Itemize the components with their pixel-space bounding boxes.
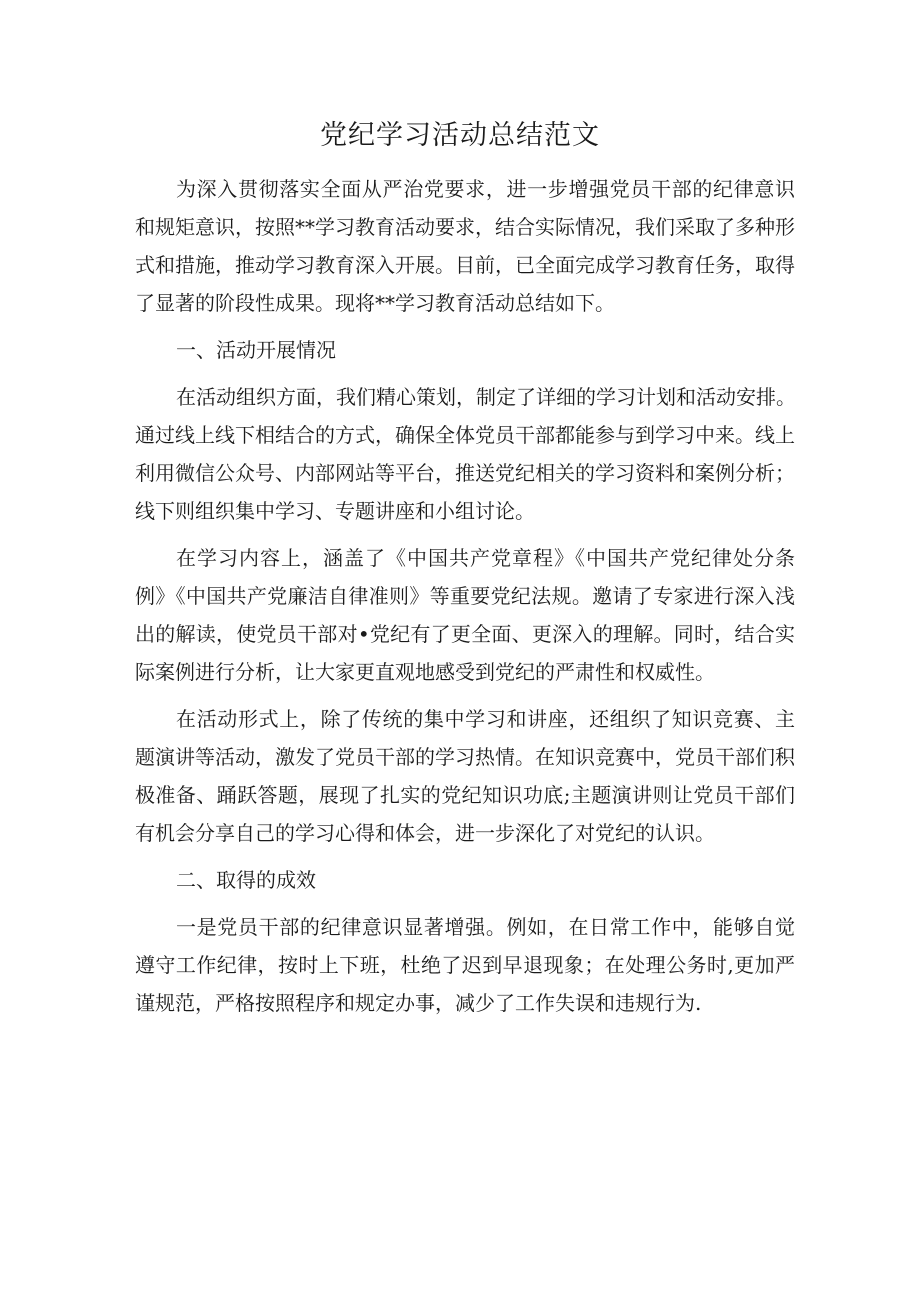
section1-paragraph-2 bbox=[135, 539, 795, 691]
text-line: 和规矩意识，按照**学习教育活动要求，结合实际情况，我们采取了多种形 bbox=[135, 215, 795, 239]
text-line: 出的解读，使党员干部对•党纪有了更全面、更深入的理解。同时，结合实 bbox=[135, 622, 795, 646]
text-line: 在活动形式上，除了传统的集中学习和讲座，还组织了知识竞赛、主 bbox=[176, 707, 795, 731]
text-line: 在活动组织方面，我们精心策划，制定了详细的学习计划和活动安排。 bbox=[176, 385, 796, 409]
section-heading-1: 一、活动开展情况 bbox=[176, 338, 336, 362]
section1-paragraph-3 bbox=[135, 700, 795, 852]
document-body bbox=[135, 170, 795, 1031]
text-line: 一是党员干部的纪律意识显著增强。例如，在日常工作中，能够自觉 bbox=[176, 915, 795, 939]
text-line: 线下则组织集中学习、专题讲座和小组讨论。 bbox=[135, 499, 535, 523]
text-line: 谨规范，严格按照程序和规定办事，减少了工作失误和违规行为. bbox=[135, 991, 702, 1015]
text-line: 遵守工作纪律，按时上下班，杜绝了迟到早退现象；在处理公务时,更加严 bbox=[135, 953, 795, 977]
intro-paragraph bbox=[135, 170, 795, 322]
text-line: 通过线上线下相结合的方式，确保全体党员干部都能参与到学习中来。线上 bbox=[135, 423, 795, 447]
text-line: 例》《中国共产党廉洁自律准则》等重要党纪法规。邀请了专家进行深入浅 bbox=[135, 584, 795, 608]
text-line: 极准备、踊跃答题，展现了扎实的党纪知识功底;主题演讲则让党员干部们 bbox=[135, 783, 795, 807]
section-heading-2: 二、取得的成效 bbox=[176, 868, 316, 892]
section1-paragraph-1 bbox=[135, 378, 795, 530]
text-line: 有机会分享自己的学习心得和体会，进一步深化了对党纪的认识。 bbox=[135, 821, 715, 845]
text-line: 利用微信公众号、内部网站等平台，推送党纪相关的学习资料和案例分析； bbox=[135, 461, 795, 485]
text-line: 为深入贯彻落实全面从严治党要求，进一步增强党员干部的纪律意识 bbox=[176, 177, 795, 201]
text-line: 题演讲等活动，激发了党员干部的学习热情。在知识竞赛中，党员干部们积 bbox=[135, 745, 795, 769]
text-line: 式和措施，推动学习教育深入开展。目前，已全面完成学习教育任务，取得 bbox=[135, 253, 795, 277]
document-title: 党纪学习活动总结范文 bbox=[320, 120, 600, 151]
section2-paragraph-1 bbox=[135, 908, 795, 1022]
text-line: 在学习内容上，涵盖了《中国共产党章程》《中国共产党纪律处分条 bbox=[176, 546, 795, 570]
text-line: 了显著的阶段性成果。现将**学习教育活动总结如下。 bbox=[135, 291, 615, 315]
text-line: 际案例进行分析，让大家更直观地感受到党纪的严肃性和权威性。 bbox=[135, 660, 715, 684]
